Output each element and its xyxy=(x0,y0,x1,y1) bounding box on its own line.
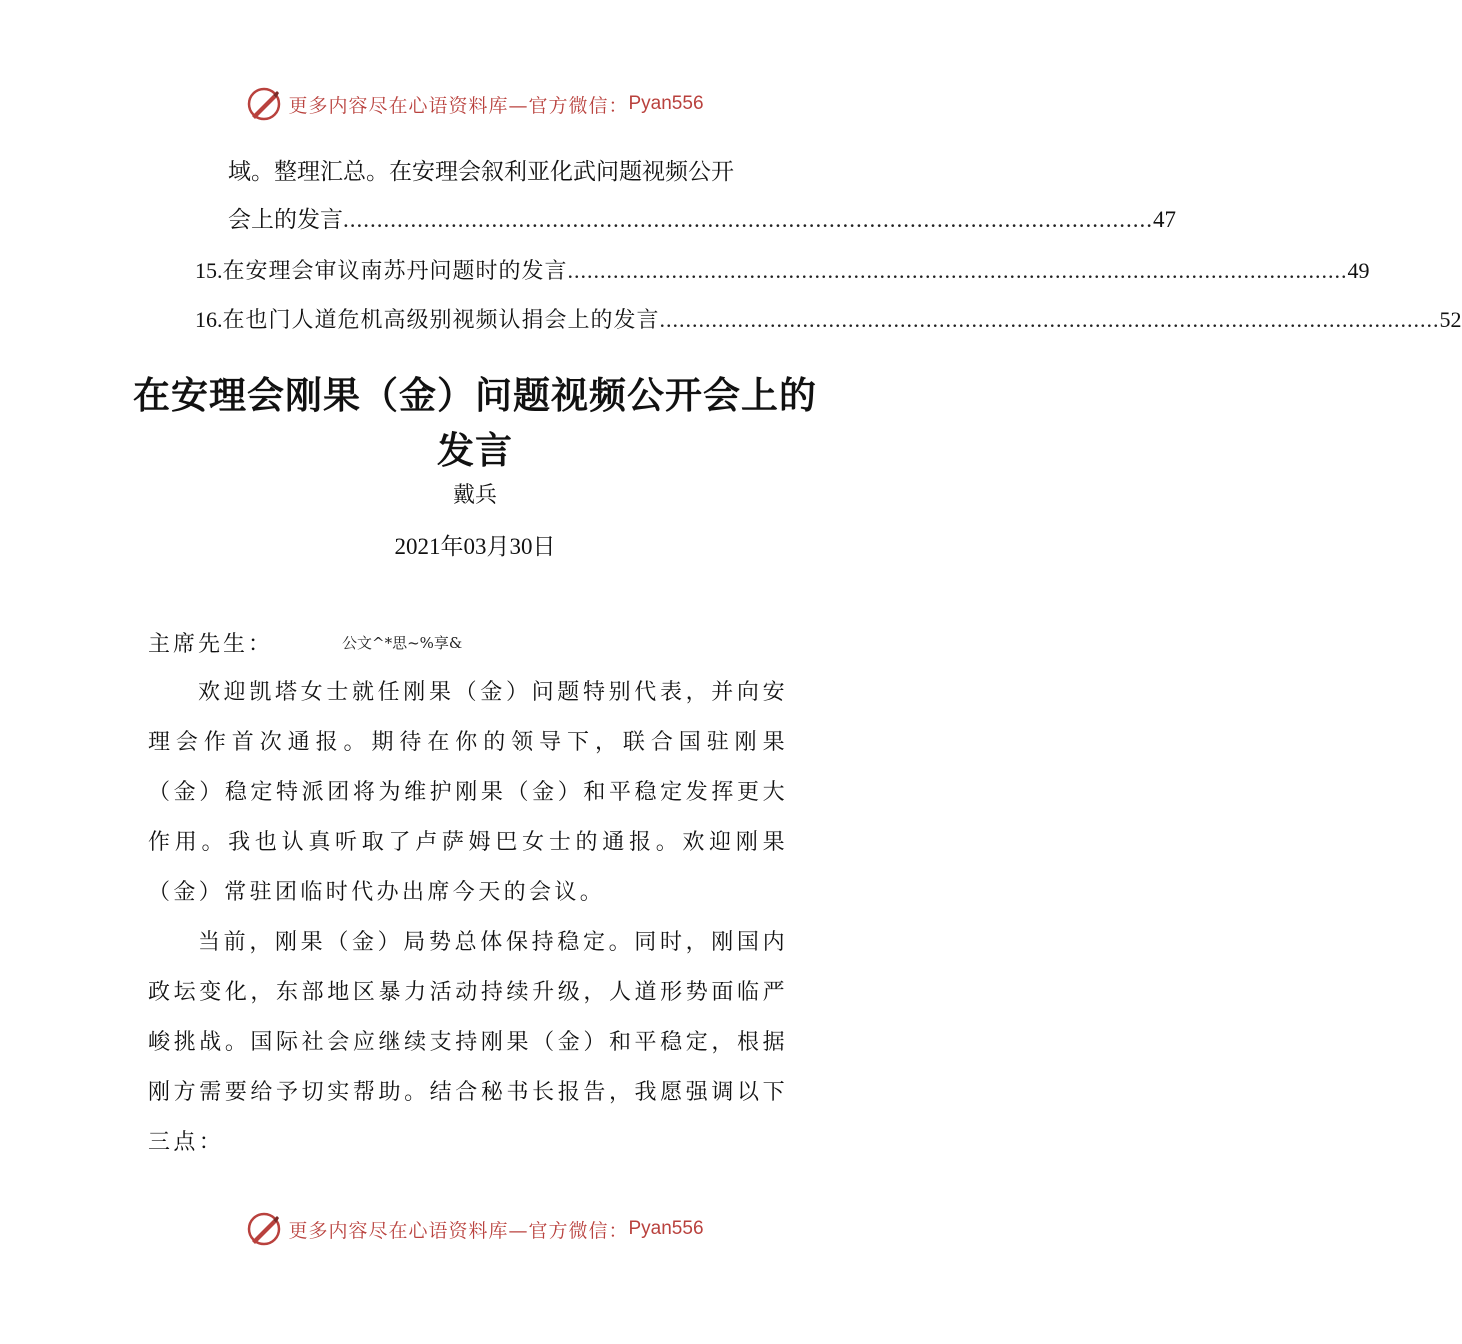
toc-item-number: 15. xyxy=(195,258,223,283)
salutation: 主席先生： xyxy=(148,632,274,657)
toc-item-14-text: 域。整理汇总。在安理会叙利亚化武问题视频公开 xyxy=(228,159,734,185)
toc-item-14-line2[interactable] xyxy=(228,201,1176,234)
pen-logo-icon xyxy=(246,86,282,122)
toc-item-text: 在安理会审议南苏丹问题时的发言 xyxy=(222,259,568,284)
toc-item-14-line1[interactable] xyxy=(228,153,734,186)
toc-item-15[interactable] xyxy=(195,254,1370,285)
watermark-text: 更多内容尽在心语资料库—官方微信： xyxy=(288,94,629,117)
article-body xyxy=(148,668,788,1168)
paragraph: 欢迎凯塔女士就任刚果（金）问题特别代表，并向安理会作首次通报。期待在你的领导下，联合国驻刚果（金）稳定特派团将为维护刚果（金）和平稳定发挥更大作用。我也认真听取了卢萨姆巴女士的通报。欢迎刚果（金）常驻团临时代办出席今天的会议。 xyxy=(148,680,788,905)
toc-leader: ........................................................................................................................ xyxy=(659,307,1440,332)
watermark-handle: Pyan556 xyxy=(628,1218,704,1239)
toc-page-number: 47 xyxy=(1153,207,1176,232)
header-watermark xyxy=(0,82,950,126)
toc-item-text: 在也门人道危机高级别视频认捐会上的发言 xyxy=(222,308,660,333)
toc-page-number: 49 xyxy=(1347,258,1370,283)
watermark-text: 更多内容尽在心语资料库—官方微信： xyxy=(288,1219,629,1242)
article-date: 2021年03月30日 xyxy=(394,534,556,559)
article-author: 戴兵 xyxy=(452,483,497,508)
toc-leader: ........................................................................................................................ xyxy=(343,207,1153,232)
article-title-line1: 在安理会刚果（金）问题视频公开会上的 xyxy=(133,374,817,417)
toc-leader: ........................................................................................................................ xyxy=(567,258,1348,283)
watermark-handle: Pyan556 xyxy=(628,93,704,114)
toc-page-number: 52 xyxy=(1439,307,1462,332)
article-title-line2: 发言 xyxy=(437,429,513,472)
article-title xyxy=(100,368,850,478)
toc-item-16[interactable] xyxy=(195,303,1462,334)
doc-stamp: 公文^*思~%享& xyxy=(342,634,463,652)
pen-logo-icon xyxy=(246,1211,282,1247)
toc-item-14-text-cont: 会上的发言 xyxy=(228,207,343,233)
toc-item-number: 16. xyxy=(195,307,223,332)
footer-watermark xyxy=(0,1207,950,1251)
paragraph: 当前，刚果（金）局势总体保持稳定。同时，刚国内政坛变化，东部地区暴力活动持续升级，人道形势面临严峻挑战。国际社会应继续支持刚果（金）和平稳定，根据刚方需要给予切实帮助。结合秘书长报告，我愿强调以下三点： xyxy=(148,930,788,1155)
